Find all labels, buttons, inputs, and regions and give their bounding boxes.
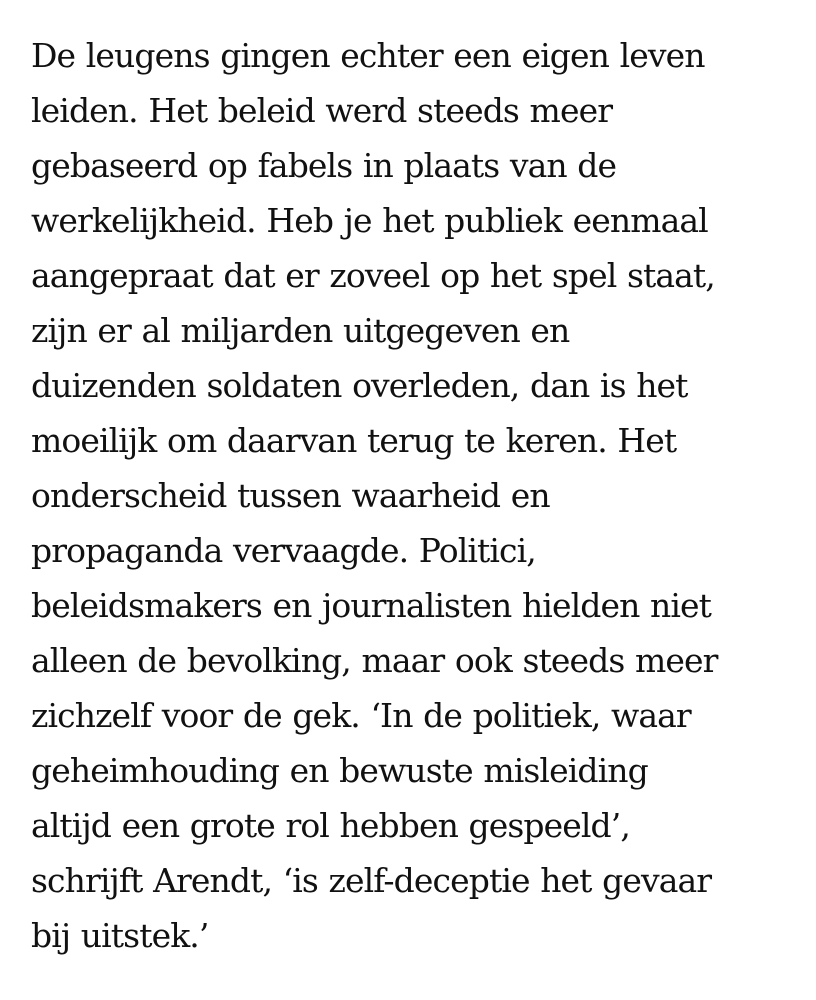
- paragraph-line: onderscheid tussen waarheid en: [31, 476, 550, 515]
- paragraph-line: gebaseerd op fabels in plaats van de: [31, 146, 617, 185]
- paragraph-line: moeilijk om daarvan terug te keren. Het: [31, 421, 677, 460]
- paragraph-line: schrijft Arendt, ‘is zelf-deceptie het gevaar: [31, 861, 712, 900]
- paragraph-line: werkelijkheid. Heb je het publiek eenmaal: [31, 201, 708, 240]
- paragraph-line: geheimhouding en bewuste misleiding: [31, 751, 648, 790]
- article-paragraph: [31, 28, 811, 963]
- paragraph-line: altijd een grote rol hebben gespeeld’,: [31, 806, 630, 845]
- paragraph-line: zijn er al miljarden uitgegeven en: [31, 311, 570, 350]
- paragraph-line: bij uitstek.’: [31, 916, 209, 955]
- paragraph-line: duizenden soldaten overleden, dan is het: [31, 366, 688, 405]
- paragraph-line: beleidsmakers en journalisten hielden niet: [31, 586, 712, 625]
- paragraph-line: zichzelf voor de gek. ‘In de politiek, waar: [31, 696, 691, 735]
- paragraph-line: alleen de bevolking, maar ook steeds meer: [31, 641, 718, 680]
- paragraph-line: aangepraat dat er zoveel op het spel staat,: [31, 256, 715, 295]
- paragraph-line: De leugens gingen echter een eigen leven: [31, 36, 705, 75]
- paragraph-line: leiden. Het beleid werd steeds meer: [31, 91, 613, 130]
- paragraph-line: propaganda vervaagde. Politici,: [31, 531, 536, 570]
